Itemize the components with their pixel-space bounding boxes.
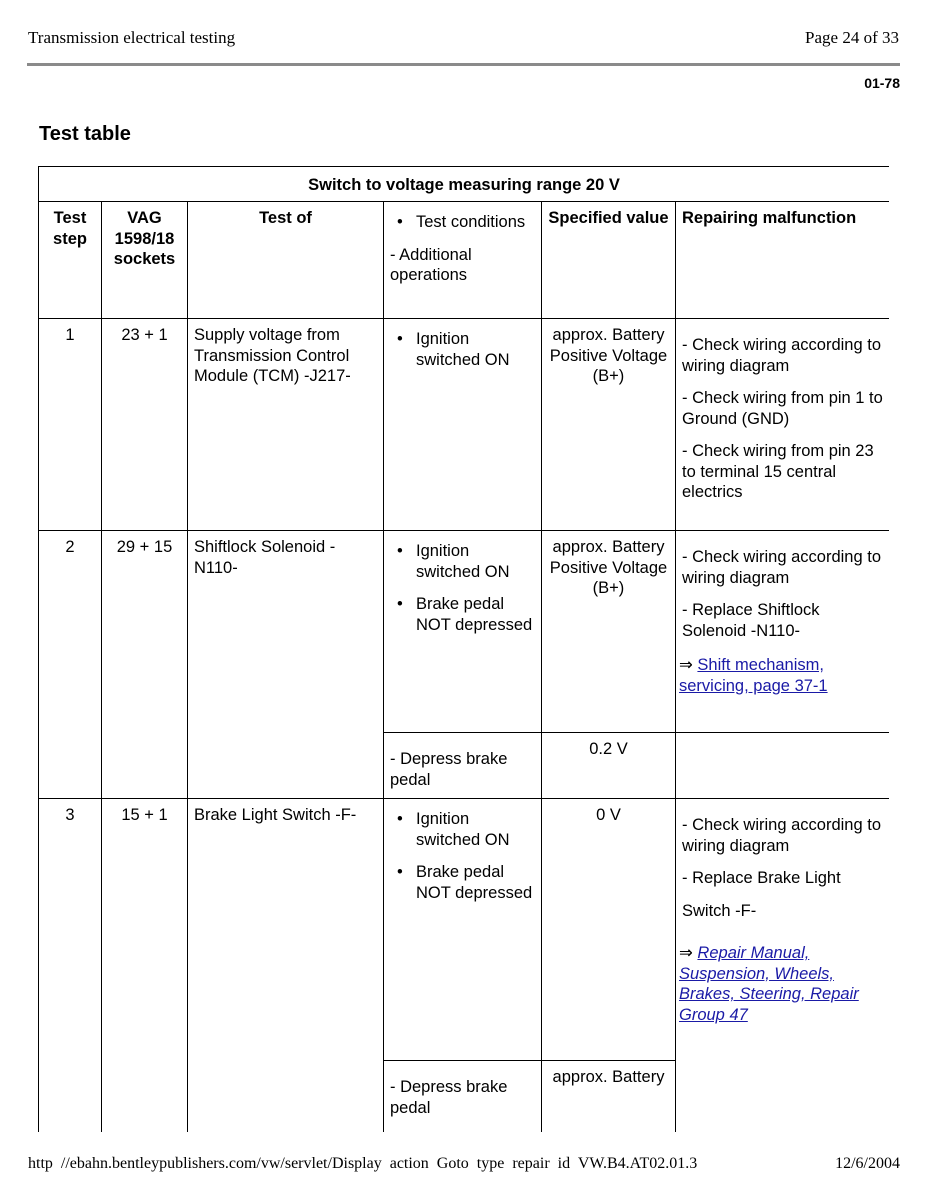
repair-step: - Replace Brake Light: [682, 869, 841, 887]
test-table: [38, 166, 889, 1132]
conditions-header-bullet: • Test conditions: [416, 212, 535, 233]
row-step: 2: [39, 531, 102, 799]
repair-step: - Check wiring from pin 1 to Ground (GND): [682, 389, 883, 428]
row-test-of: Brake Light Switch -F-: [188, 799, 384, 1133]
condition-item: • Ignition switched ON: [416, 809, 535, 850]
row-specified: 0 V: [542, 799, 676, 1061]
condition-item: • Ignition switched ON: [416, 541, 535, 582]
cross-reference: [679, 655, 883, 696]
arrow-right-icon: ⇒: [679, 656, 693, 674]
cross-reference: [679, 943, 883, 1025]
col-header-test-step: Test step: [39, 202, 102, 319]
table-row: [39, 319, 890, 531]
sub-condition-text: - Depress brake pedal: [390, 750, 508, 789]
table-header-row: [39, 202, 890, 319]
row-test-of: Supply voltage from Transmission Control Module (TCM) -J217-: [188, 319, 384, 531]
col-header-repair: Repairing malfunction: [676, 202, 890, 319]
document-header-title: Transmission electrical testing: [28, 28, 236, 47]
col-header-conditions: [384, 202, 542, 319]
row-conditions: [384, 799, 542, 1061]
row-sub-condition: [384, 733, 542, 799]
repair-step: - Check wiring according to wiring diagram: [682, 816, 881, 855]
document-code: 01-78: [864, 75, 900, 91]
row-sub-condition: [384, 1061, 542, 1133]
row-specified: approx. Battery Positive Voltage (B+): [542, 319, 676, 531]
col-header-sockets: VAG 1598/18 sockets: [102, 202, 188, 319]
repair-step: - Replace Shiftlock Solenoid -N110-: [682, 601, 820, 640]
row-repair: [676, 799, 890, 1133]
condition-item: • Brake pedal NOT depressed: [416, 594, 535, 635]
row-sub-specified: 0.2 V: [542, 733, 676, 799]
table-row: [39, 531, 890, 733]
footer-date: 12/6/2004: [835, 1155, 900, 1172]
row-sockets: 29 + 15: [102, 531, 188, 799]
row-conditions: [384, 319, 542, 531]
row-sub-specified: approx. Battery: [542, 1061, 676, 1133]
row-repair: [676, 531, 890, 733]
row-test-of: Shiftlock Solenoid -N110-: [188, 531, 384, 799]
row-sockets: 23 + 1: [102, 319, 188, 531]
repair-step: - Check wiring according to wiring diagram: [682, 548, 881, 587]
footer-url: http //ebahn.bentleypublishers.com/vw/servlet/Display action Goto type repair id VW.B4.AT02.01.3: [28, 1155, 698, 1172]
conditions-header-extra: - Additional operations: [390, 245, 472, 284]
condition-item: • Ignition switched ON: [416, 329, 535, 370]
shift-mechanism-link[interactable]: Shift mechanism, servicing, page 37-1: [679, 656, 828, 695]
condition-item: • Brake pedal NOT depressed: [416, 862, 535, 903]
row-repair: [676, 319, 890, 531]
table-row: [39, 799, 890, 1061]
row-step: 1: [39, 319, 102, 531]
page-number: Page 24 of 33: [805, 28, 899, 47]
row-conditions: [384, 531, 542, 733]
col-header-specified: Specified value: [542, 202, 676, 319]
repair-step: - Check wiring from pin 23 to terminal 15 central electrics: [682, 442, 874, 501]
sub-condition-text: - Depress brake pedal: [390, 1078, 508, 1117]
row-sub-repair: [676, 733, 890, 799]
repair-step: - Check wiring according to wiring diagram: [682, 336, 881, 375]
arrow-right-icon: ⇒: [679, 944, 693, 962]
header-divider: [27, 63, 900, 66]
row-sockets: 15 + 1: [102, 799, 188, 1133]
row-specified: approx. Battery Positive Voltage (B+): [542, 531, 676, 733]
repair-step: Switch -F-: [682, 901, 757, 920]
col-header-test-of: Test of: [188, 202, 384, 319]
section-title: Test table: [39, 123, 131, 145]
repair-manual-link[interactable]: Repair Manual, Suspension, Wheels, Brakes, Steering, Repair Group 47: [679, 944, 859, 1024]
table-caption: Switch to voltage measuring range 20 V: [39, 167, 890, 202]
test-table-container: [38, 166, 889, 1132]
row-step: 3: [39, 799, 102, 1133]
